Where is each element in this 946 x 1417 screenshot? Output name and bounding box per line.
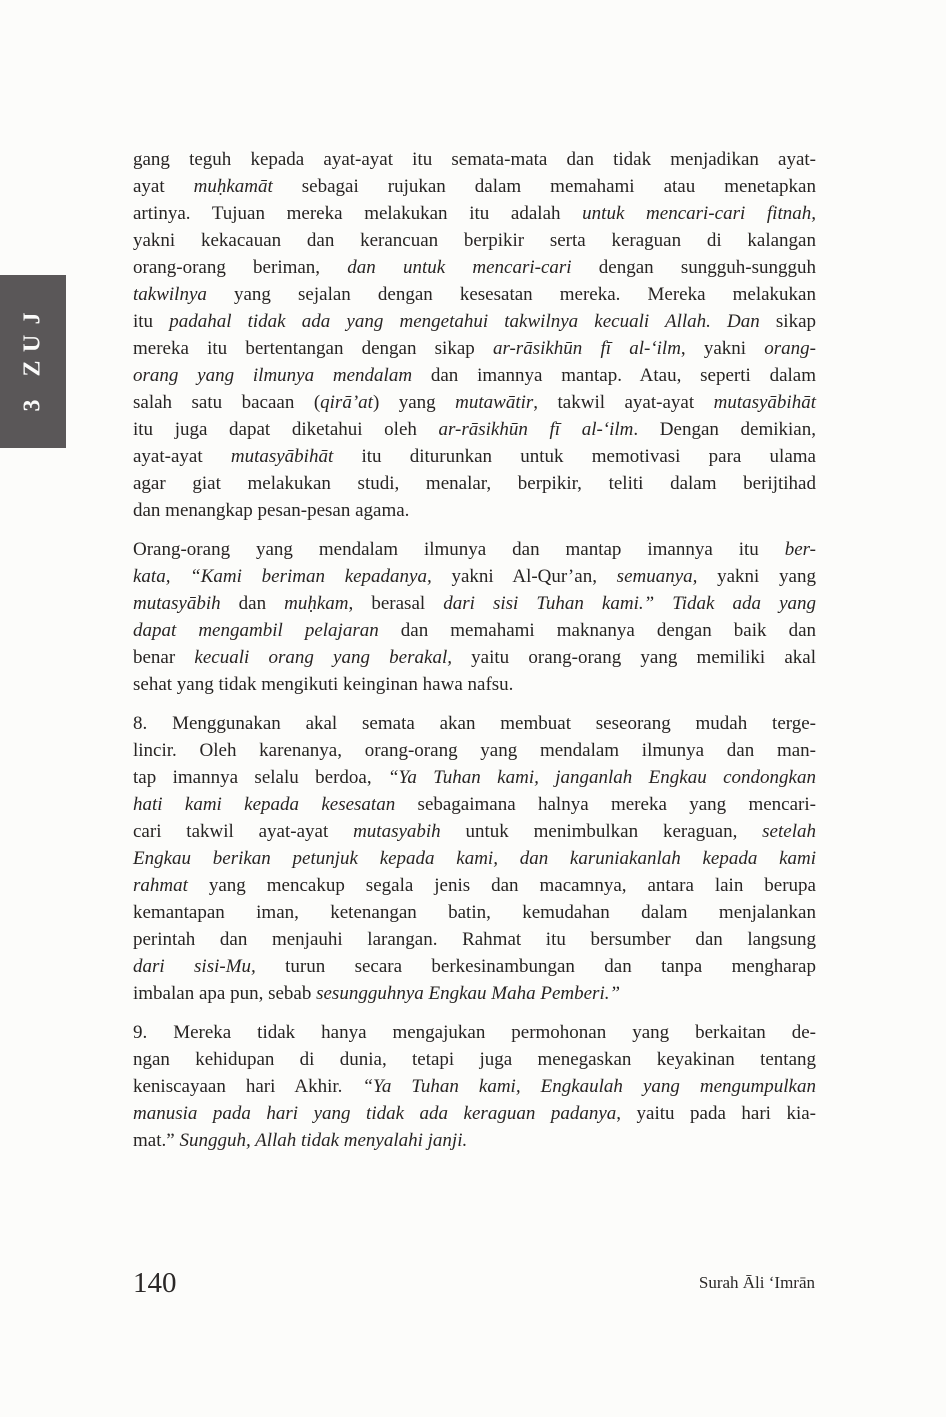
text-line: [133, 416, 816, 443]
text-line: [133, 872, 816, 899]
text-line: [133, 1046, 816, 1073]
italic-text-run: Engkau berikan petunjuk kepada kami, dan karuniakanlah kepada kami: [133, 848, 816, 869]
italic-text-run: dapat mengambil pelajaran: [133, 620, 379, 641]
text-line: [133, 254, 816, 281]
text-run: ayat: [133, 176, 194, 197]
italic-text-run: qirā’at: [320, 392, 373, 413]
italic-text-run: takwilnya: [133, 284, 207, 305]
text-run: yang mencakup segala jenis dan macamnya, antara lain berupa: [187, 875, 816, 896]
text-line: [133, 845, 816, 872]
text-run: yaitu orang-orang yang memiliki akal: [451, 647, 816, 668]
text-run: keniscayaan hari Akhir.: [133, 1076, 363, 1097]
italic-text-run: “Ya Tuhan kami, janganlah Engkau condongkan: [387, 767, 816, 788]
text-run: . Dengan demikian,: [633, 419, 816, 440]
text-line: [133, 443, 816, 470]
text-run: artinya. Tujuan mereka melakukan itu adalah: [133, 203, 583, 224]
paragraph: [133, 146, 816, 524]
juz-tab-letter: J: [19, 312, 46, 324]
text-line: [133, 536, 816, 563]
text-line: [133, 563, 816, 590]
text-run: itu: [133, 311, 170, 332]
italic-text-run: mutasyābihāt: [230, 446, 334, 467]
text-line: [133, 671, 816, 698]
text-run: itu diturunkan untuk memotivasi para ulama: [333, 446, 816, 467]
text-run: 8. Menggunakan akal semata akan membuat seseorang mudah terge-: [133, 713, 816, 734]
text-run: 9. Mereka tidak hanya mengajukan permohonan yang berkaitan de-: [133, 1022, 816, 1043]
text-line: [133, 590, 816, 617]
text-line: [133, 200, 816, 227]
text-line: [133, 953, 816, 980]
text-run: dan menangkap pesan-pesan agama.: [133, 500, 410, 521]
italic-text-run: dari sisi-Mu,: [133, 956, 256, 977]
text-line: [133, 227, 816, 254]
text-run: mereka itu bertentangan dengan sikap: [133, 338, 493, 359]
italic-text-run: dan untuk mencari-cari: [347, 257, 572, 278]
text-run: yakni Al-Qur’an,: [431, 566, 617, 587]
italic-text-run: ar-rāsikhūn fī al-‘ilm: [492, 338, 681, 359]
text-line: [133, 389, 816, 416]
text-line: [133, 470, 816, 497]
text-run: dan memahami maknanya dengan baik dan: [378, 620, 816, 641]
italic-text-run: kecuali orang yang berakal,: [194, 647, 452, 668]
text-run: tap imannya selalu berdoa,: [133, 767, 388, 788]
text-run: Orang-orang yang mendalam ilmunya dan mantap imannya itu: [133, 539, 785, 560]
text-line: [133, 644, 816, 671]
text-run: agar giat melakukan studi, menalar, berpikir, teliti dalam berijtihad: [133, 473, 816, 494]
italic-text-run: padahal tidak ada yang mengetahui takwilnya kecuali Allah. Dan: [169, 311, 760, 332]
text-line: [133, 173, 816, 200]
text-line: [133, 1073, 816, 1100]
text-run: salah satu bacaan (: [133, 392, 321, 413]
italic-text-run: mutasyābih: [133, 593, 221, 614]
italic-text-run: orang yang ilmunya mendalam: [133, 365, 413, 386]
page-number: 140: [133, 1267, 177, 1299]
text-line: [133, 737, 816, 764]
text-run: mat.”: [133, 1130, 180, 1151]
text-line: [133, 818, 816, 845]
text-line: [133, 335, 816, 362]
text-run: , yaitu pada hari kia-: [616, 1103, 816, 1124]
text-run: , yakni: [680, 338, 765, 359]
italic-text-run: muḥkamāt: [193, 176, 273, 197]
paragraph: [133, 536, 816, 698]
italic-text-run: hati kami kepada kesesatan: [133, 794, 396, 815]
text-run: yang sejalan dengan kesesatan mereka. Mereka melakukan: [206, 284, 816, 305]
text-run: dan: [220, 593, 285, 614]
text-run: itu juga dapat diketahui oleh: [133, 419, 439, 440]
text-run: yakni kekacauan dan kerancuan berpikir serta keraguan di kalangan: [133, 230, 816, 251]
text-run: orang-orang beriman,: [133, 257, 348, 278]
text-run: sebagai rujukan dalam memahami atau menetapkan: [272, 176, 816, 197]
italic-text-run: untuk mencari-cari fitnah,: [582, 203, 816, 224]
running-title: Surah Āli ‘Imrān: [698, 1273, 815, 1292]
italic-text-run: rahmat: [133, 875, 188, 896]
text-run: lincir. Oleh karenanya, orang-orang yang mendalam ilmunya dan man-: [133, 740, 816, 761]
italic-text-run: ber-: [784, 539, 816, 560]
text-line: [133, 362, 816, 389]
text-run: sebagaimana halnya mereka yang mencari-: [395, 794, 816, 815]
text-run: ) yang: [372, 392, 456, 413]
italic-text-run: sesungguhnya Engkau Maha Pemberi.”: [316, 983, 621, 1004]
italic-text-run: mutasyābihāt: [713, 392, 816, 413]
italic-text-run: mutasyabih: [353, 821, 441, 842]
italic-text-run: mutawātir: [455, 392, 534, 413]
italic-text-run: orang-: [764, 338, 816, 359]
text-line: [133, 926, 816, 953]
text-run: , takwil ayat-ayat: [533, 392, 714, 413]
text-line: [133, 764, 816, 791]
italic-text-run: ar-rāsikhūn fī al-‘ilm: [438, 419, 634, 440]
text-run: imbalan apa pun, sebab: [133, 983, 317, 1004]
text-run: sehat yang tidak mengikuti keinginan hawa nafsu.: [133, 674, 514, 695]
italic-text-run: manusia pada hari yang tidak ada keraguan padanya: [133, 1103, 617, 1124]
text-run: , berasal: [348, 593, 444, 614]
text-run: turun secara berkesinambungan dan tanpa mengharap: [255, 956, 816, 977]
text-run: untuk menimbulkan keraguan,: [440, 821, 763, 842]
text-line: [133, 146, 816, 173]
text-run: yakni yang: [697, 566, 816, 587]
text-run: ngan kehidupan di dunia, tetapi juga menegaskan keyakinan tentang: [133, 1049, 816, 1070]
italic-text-run: Sungguh, Allah tidak menyalahi janji.: [179, 1130, 468, 1151]
text-run: sikap: [759, 311, 817, 332]
juz-tab-letter: Z: [19, 360, 46, 377]
text-line: [133, 899, 816, 926]
text-line: [133, 1100, 816, 1127]
text-line: [133, 980, 816, 1007]
text-line: [133, 710, 816, 737]
text-run: dengan sungguh-sungguh: [571, 257, 816, 278]
paragraph: [133, 1019, 816, 1154]
italic-text-run: muḥkam: [284, 593, 349, 614]
juz-tab-letter: U: [19, 334, 46, 352]
italic-text-run: dari sisi Tuhan kami.” Tidak ada yang: [443, 593, 816, 614]
text-line: [133, 281, 816, 308]
text-run: kemantapan iman, ketenangan batin, kemudahan dalam menjalankan: [133, 902, 816, 923]
italic-text-run: kata, “Kami beriman kepadanya,: [133, 566, 432, 587]
italic-text-run: “Ya Tuhan kami, Engkaulah yang mengumpulkan: [362, 1076, 816, 1097]
juz-tab-letter: 3: [19, 399, 46, 411]
text-run: gang teguh kepada ayat-ayat itu semata-mata dan tidak menjadikan ayat-: [133, 149, 816, 170]
text-line: [133, 791, 816, 818]
body-text: [133, 146, 816, 1154]
text-run: benar: [133, 647, 195, 668]
text-run: dan imannya mantap. Atau, seperti dalam: [412, 365, 817, 386]
juz-tab: [0, 275, 66, 448]
text-line: [133, 1019, 816, 1046]
italic-text-run: setelah: [762, 821, 816, 842]
text-line: [133, 1127, 816, 1154]
paragraph: [133, 710, 816, 1007]
italic-text-run: semuanya,: [616, 566, 698, 587]
text-run: perintah dan menjauhi larangan. Rahmat itu bersumber dan langsung: [133, 929, 816, 950]
text-line: [133, 497, 816, 524]
text-line: [133, 617, 816, 644]
text-run: cari takwil ayat-ayat: [133, 821, 354, 842]
text-run: ayat-ayat: [133, 446, 231, 467]
text-line: [133, 308, 816, 335]
